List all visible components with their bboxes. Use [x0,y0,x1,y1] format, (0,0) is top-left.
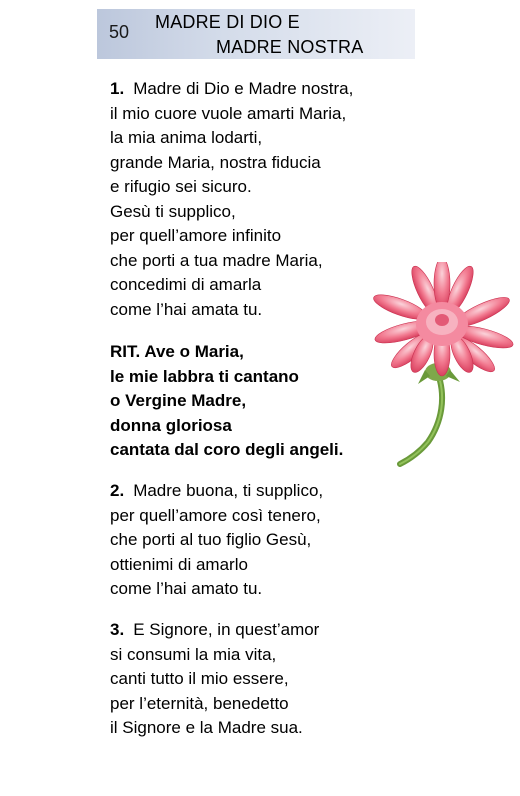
verse-line: che porti al tuo figlio Gesù, [110,530,312,549]
verse-number: 2. [110,481,125,500]
verse-1 [110,77,353,322]
verse-number: 1. [110,79,125,98]
verse-2 [110,479,323,602]
verse-number: 3. [110,620,125,639]
verse-line: si consumi la mia vita, [110,644,277,664]
pink-gerbera-flower-icon [370,262,518,467]
verse-line: concedimi di amarla [110,275,262,294]
verse-line: 2. Madre buona, ti supplico, [110,481,324,500]
song-header [97,9,415,59]
verse-line: la mia anima lodarti, [110,128,263,147]
verse-line: 3. E Signore, in quest’amor [110,620,320,639]
verse-line: per quell’amore così tenero, [110,505,321,525]
song-title-line-1: MADRE DI DIO E [155,12,300,32]
verse-line: come l’hai amato tu. [110,579,263,598]
song-number: 50 [109,22,130,42]
verse-line: ottienimi di amarlo [110,554,248,574]
refrain-line: donna gloriosa [110,415,232,435]
verse-line: grande Maria, nostra fiducia [110,152,321,172]
verse-line: che porti a tua madre Maria, [110,250,323,270]
verse-line: per l’eternità, benedetto [110,693,289,713]
verse-3 [110,618,319,741]
refrain-line: RIT. Ave o Maria, [110,342,244,361]
verse-line: e rifugio sei sicuro. [110,177,252,196]
verse-line: 1. Madre di Dio e Madre nostra, [110,79,354,98]
refrain-line: cantata dal coro degli angeli. [110,440,344,459]
verse-line: il mio cuore vuole amarti Maria, [110,103,347,123]
song-title-line-2: MADRE NOSTRA [216,37,364,57]
verse-line: canti tutto il mio essere, [110,669,289,688]
refrain [110,340,343,463]
verse-line: il Signore e la Madre sua. [110,718,303,737]
verse-line: Gesù ti supplico, [110,201,236,221]
verse-line: come l’hai amata tu. [110,299,263,319]
verse-line: per quell’amore infinito [110,226,282,245]
refrain-line: o Vergine Madre, [110,391,247,410]
refrain-line: le mie labbra ti cantano [110,366,299,386]
